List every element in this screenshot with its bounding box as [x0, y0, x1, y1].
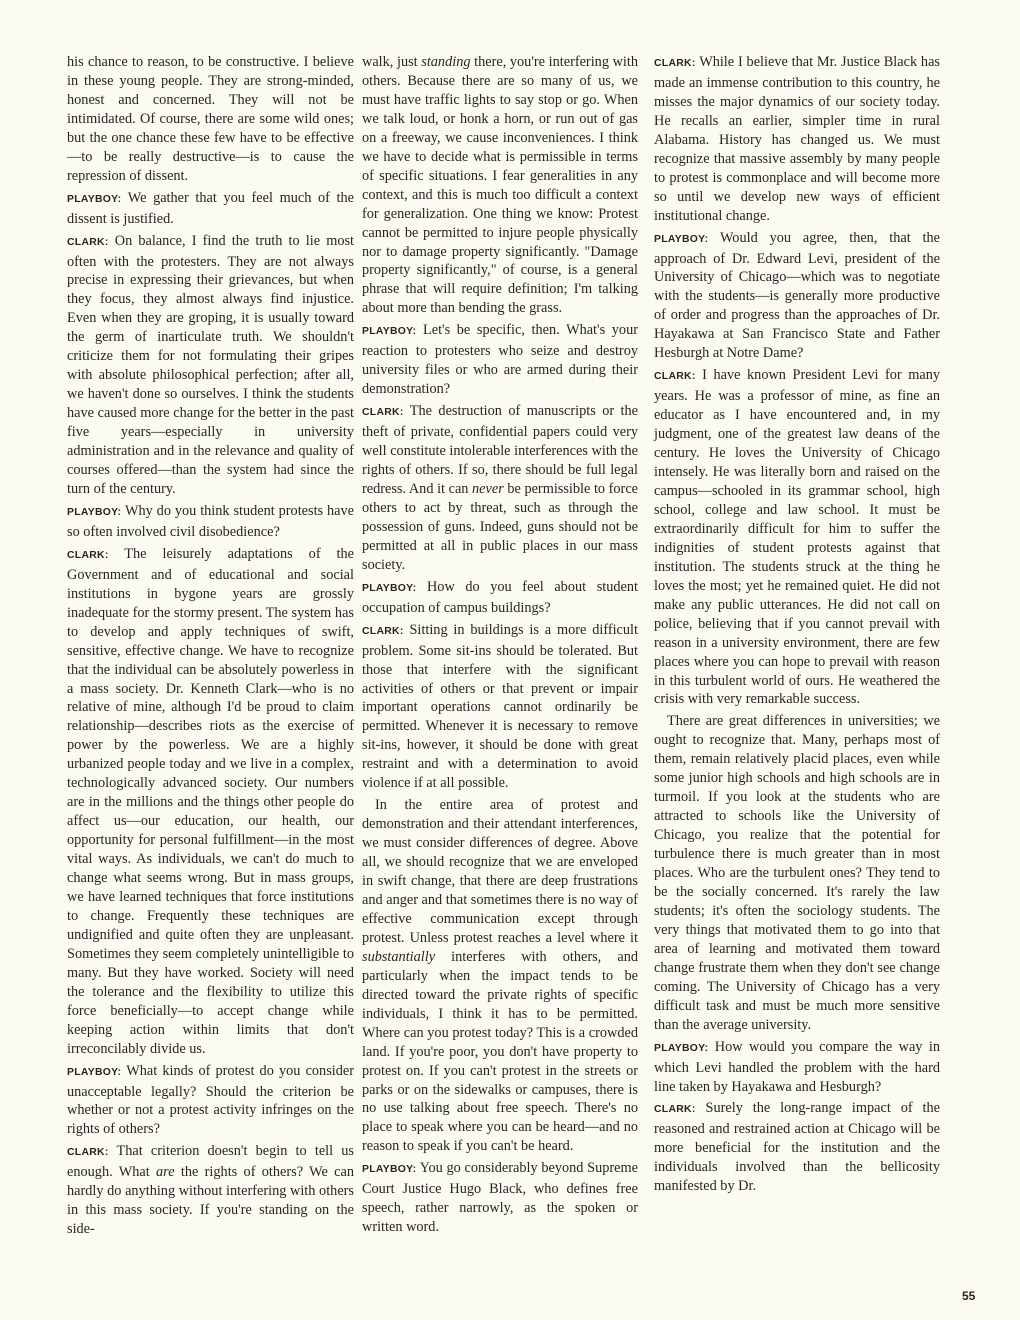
- speaker-label: CLARK:: [654, 1104, 696, 1116]
- article-column-3: [654, 53, 940, 1199]
- article-paragraph: [654, 53, 940, 226]
- article-paragraph: [362, 402, 638, 575]
- paragraph-text: Sitting in buildings is a more difficult problem. Some sit-ins should be tolerated. But those that interfere with the significant activities of others or that prevent or impair important operations cannot ordinarily be permitted. Whenever it is necessary to remove sit-ins, however, it should be done with great restraint and with a determination to avoid violence if at all possible.: [362, 621, 638, 792]
- paragraph-text: We gather that you feel much of the dissent is justified.: [67, 189, 354, 227]
- speaker-label: PLAYBOY:: [362, 1164, 417, 1176]
- paragraph-text: How would you compare the way in which Levi handled the problem with the hard line taken by Hayakawa and Hesburgh?: [654, 1038, 940, 1095]
- speaker-label: PLAYBOY:: [654, 1042, 709, 1054]
- emphasized-text: never: [472, 480, 504, 497]
- article-paragraph: [654, 229, 940, 364]
- speaker-label: CLARK:: [67, 1147, 109, 1159]
- paragraph-text: On balance, I find the truth to lie most often with the protesters. They are not always precise in expressing their grievances, but when they focus, they almost always find injustice. Even when they are groping, it is usually toward the germ of inarticulate truth. We shouldn't criticize them for not formulating their gripes with absolute philosophical perfection; after all, we haven't done so ourselves. I think the students have caused more change for the better in the past five years—especially in university administration and in the relevance and quality of courses offered—than the system had since the turn of the century.: [67, 232, 354, 497]
- article-paragraph: [67, 189, 354, 229]
- paragraph-text: his chance to reason, to be constructive. I believe in these young people. They are strong-minded, honest and concerned. They will not be intimidated. Of course, there are some wild ones; but the one chance these few have to be effective —to be really destructive—is to cause the repression of dissent.: [67, 54, 354, 184]
- speaker-label: PLAYBOY:: [67, 506, 122, 518]
- article-paragraph: [654, 366, 940, 709]
- speaker-label: CLARK:: [67, 236, 109, 248]
- paragraph-text: The destruction of manuscripts or the theft of private, confidential papers could very well constitute intolerable interferences with the rights of others. If so, there should be full legal redress. And it can: [362, 403, 638, 497]
- paragraph-text: The leisurely adaptations of the Government and of educational and social institutions in bygone years are grossly inadequate for the stormy present. The system has to develop and apply techniques of swift, sensitive, effective change. We have to recognize that the individual can be absolutely powerless in a mass society. Dr. Kenneth Clark—who is no relative of mine, although I'd be proud to claim relationship—describes riots as the exercise of power by the powerless. We are a highly urbanized people today and we live in a complex, technologically advanced society. Our numbers are in the millions and the things other people do affect us—our education, our health, our opportunity for personal fulfillment—in the most vital ways. As individuals, we can't do much to change what seems wrong. But in mass groups, we have learned techniques that force institutions to change. Frequently these techniques are undignified and quite often they are unpleasant. Sometimes they seem completely unintelligible to many. But they have worked. Society will need the tolerance and the flexibility to utilize this force beneficially—to accept change while keeping action within limits that don't irreconcilably divide us.: [67, 545, 354, 1057]
- article-column-2: [362, 53, 638, 1240]
- speaker-label: PLAYBOY:: [654, 233, 709, 245]
- paragraph-text: Why do you think student protests have so often involved civil disobedience?: [67, 502, 354, 540]
- article-paragraph: [654, 1038, 940, 1097]
- paragraph-text: How do you feel about student occupation of campus buildings?: [362, 578, 638, 616]
- speaker-label: CLARK:: [362, 407, 404, 419]
- article-paragraph: [362, 796, 638, 1156]
- paragraph-text: Let's be specific, then. What's your reaction to protesters who seize and destroy university files or who are armed during their demonstration?: [362, 322, 638, 398]
- paragraph-text: That criterion doesn't begin to tell us enough. What: [67, 1143, 354, 1181]
- speaker-label: CLARK:: [362, 625, 404, 637]
- article-paragraph: [362, 578, 638, 618]
- paragraph-text: be permissible to force others to act by threat, such as through the possession of guns. Indeed, guns should not be permitted at all in public places in our mass society.: [362, 480, 639, 573]
- article-paragraph: [362, 621, 638, 794]
- speaker-label: PLAYBOY:: [362, 326, 417, 338]
- paragraph-text: I have known President Levi for many years. He was a professor of mine, as fine an educator as I have encountered and, in my judgment, one of the greatest law deans of the century. He loves the University of Chicago intensely. He was literally born and raised on the campus—schooled in its grammar school, high school, college and law school. It must be extraordinarily difficult for him to suffer the indignities of student protests against that institution. The students struck at the thing he loves the most; yet he remained quiet. He did not make any public utterances. He did not call on police, believing that if you cannot prevail with reason in a university environment, there are few places where you can hope to prevail with reason in this turbulent world of ours. He weathered the crisis with very remarkable success.: [654, 367, 940, 708]
- paragraph-text: What kinds of protest do you consider unacceptable legally? Should the criterion be whether or not a protest activity infringes on the rights of others?: [67, 1062, 354, 1138]
- speaker-label: CLARK:: [654, 58, 696, 69]
- emphasized-text: standing: [421, 54, 471, 70]
- paragraph-text: There are great differences in universities; we ought to recognize that. Many, perhaps most of them, remain relatively placid places, even while some junior high schools and high schools are in turmoil. If you look at the students who are attracted to schools like the University of Chicago, you realize that the potential for turbulence there is much greater than in most places. Who are the turbulent ones? They tend to be the socially concerned. It's rarely the law students; it's often the sociology students. The very things that motivated them to go into that area of learning and motivated them toward change frustrate them when they don't see change coming. The University of Chicago has a very difficult task and must be much more sensitive than the average university.: [654, 713, 940, 1033]
- article-paragraph: [362, 53, 638, 318]
- article-paragraph: [362, 321, 638, 399]
- paragraph-text: Would you agree, then, that the approach of Dr. Edward Levi, president of the University of Chicago—which was to negotiate with the students—is generally more productive of order and progress than the approaches of Dr. Hayakawa at San Francisco State and Father Hesburgh at Notre Dame?: [654, 229, 940, 362]
- article-paragraph: [362, 1159, 638, 1237]
- speaker-label: CLARK:: [654, 371, 696, 383]
- paragraph-text: interferes with others, and particularly when the impact tends to be directed toward the private rights of specific individuals, I think it has to be permitted. Where can you protest today? This is a crowded land. If you're poor, you don't have property to protest on. If you can't protest in the streets or parks or on the sidewalks or campuses, there is no use talking about free speech. There's no place to speak where you can be heard—and no reason to speak if you can't be heard.: [362, 948, 638, 1155]
- article-paragraph: [67, 53, 354, 186]
- paragraph-text: the rights of others? We can hardly do anything without interfering with others in this mass society. If you're standing on the side-: [67, 1164, 354, 1238]
- article-paragraph: [67, 232, 354, 499]
- article-paragraph: [67, 545, 354, 1059]
- speaker-label: PLAYBOY:: [67, 1066, 122, 1078]
- paragraph-text: While I believe that Mr. Justice Black has made an immense contribution to this country, he misses the major dynamics of our society today. He recalls an earlier, simpler time in rural Alabama. History has changed us. We must recognize that massive assembly by many people to protest is commonplace and will become more so until we develop new ways of efficient institutional change.: [654, 54, 940, 224]
- article-column-1: [67, 53, 354, 1242]
- paragraph-text: Surely the long-range impact of the reasoned and restrained action at Chicago will be more beneficial for the institution and the individuals involved than the bellicosity manifested by Dr.: [654, 1100, 940, 1195]
- speaker-label: PLAYBOY:: [362, 582, 417, 594]
- emphasized-text: substantially: [362, 948, 436, 965]
- article-paragraph: [67, 1062, 354, 1140]
- paragraph-text: there, you're interfering with others. Because there are so many of us, we must have traffic lights to say stop or go. When we talk loud, or honk a horn, or run out of gas on a freeway, we cause inconveniences. I think we have to decide what is permissible in terms of specific situations. I fear generalities in any context, and this is much too difficult a context for generalization. One thing we know: Protest cannot be permitted to injure people physically nor to damage property significantly. "Damage property significantly," of course, is a general phrase that will require definition; I'm talking about more than bending the grass.: [362, 54, 638, 317]
- speaker-label: PLAYBOY:: [67, 193, 122, 205]
- speaker-label: CLARK:: [67, 549, 109, 561]
- emphasized-text: are: [156, 1164, 175, 1181]
- paragraph-text: walk, just: [362, 54, 422, 70]
- article-paragraph: [67, 1142, 354, 1239]
- page-number: 55: [962, 1289, 976, 1303]
- paragraph-text: In the entire area of protest and demonstration and their attendant interferences, we must consider differences of degree. Above all, we should recognize that we are enveloped in swift change, that there are deep frustrations and anger and that sometimes there is no way of effective communication except through protest. Unless protest reaches a level where it: [362, 797, 638, 946]
- article-paragraph: [654, 1099, 940, 1196]
- article-paragraph: [67, 502, 354, 542]
- paragraph-text: You go considerably beyond Supreme Court Justice Hugo Black, who defines free speech, rather narrowly, as the spoken or written word.: [362, 1160, 638, 1236]
- article-paragraph: [654, 712, 940, 1034]
